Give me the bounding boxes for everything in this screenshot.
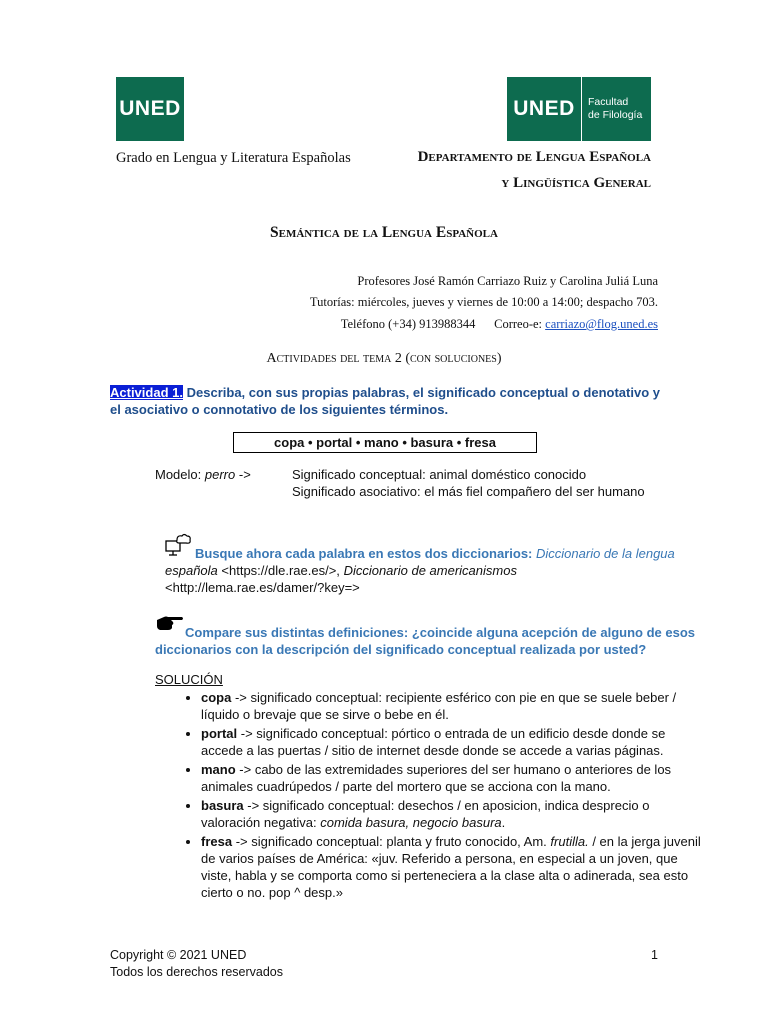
uned-logo-left bbox=[116, 77, 184, 141]
activity-label: Actividad 1. bbox=[110, 385, 183, 400]
model-associative: Significado asociativo: el más fiel compañero del ser humano bbox=[292, 484, 645, 499]
list-item: • basura -> significado conceptual: desechos / en aposicion, indica desprecio o valoración negativa: comida basura, negocio basura. bbox=[201, 797, 701, 831]
degree-name: Grado en Lengua y Literatura Españolas bbox=[116, 150, 351, 166]
footer-copyright: Copyright © 2021 UNED bbox=[110, 948, 247, 962]
activity-text: Describa, con sus propias palabras, el significado conceptual o denotativo y el asociativo o connotativo de los siguientes términos. bbox=[110, 385, 661, 417]
faculty-name: Facultad de Filología bbox=[588, 96, 643, 121]
footer-rights: Todos los derechos reservados bbox=[110, 965, 284, 979]
dictionaries-lead: Busque ahora cada palabra en estos dos diccionarios: bbox=[195, 546, 533, 561]
model-label: Modelo: perro -> bbox=[155, 467, 251, 482]
solution-label: SOLUCIÓN bbox=[155, 672, 223, 687]
uned-faculty-logo bbox=[507, 77, 651, 141]
dictionary-2-url: <http://lema.rae.es/damer/?key=> bbox=[165, 580, 360, 595]
list-item: • mano -> cabo de las extremidades superiores del ser humano o anteriores de los animales cuadrúpedos / parte del mortero que se acciona con la mano. bbox=[201, 761, 701, 795]
department-line-2: y Lingüística General bbox=[501, 175, 651, 191]
course-title: Semántica de la Lengua Española bbox=[270, 224, 498, 241]
uned-logo-text: UNED bbox=[119, 97, 181, 120]
terms-box: copa • portal • mano • basura • fresa bbox=[233, 432, 537, 453]
dictionary-1-url: <https://dle.rae.es/>, bbox=[221, 563, 340, 578]
professors: Profesores José Ramón Carriazo Ruiz y Carolina Juliá Luna bbox=[357, 274, 658, 288]
dictionaries-instruction bbox=[165, 545, 685, 596]
phone: Teléfono (+34) 913988344 bbox=[340, 317, 476, 331]
section-title: Actividades del tema 2 (con soluciones) bbox=[266, 351, 502, 366]
email-label: Correo-e: bbox=[494, 317, 543, 331]
dictionary-1-title: Diccionario de la lengua bbox=[536, 546, 675, 561]
list-item: • fresa -> significado conceptual: planta y fruto conocido, Am. frutilla. / en la jerga juvenil de varios países de América: «juv. Referido a persona, en especial a un joven, que viste, habla y se comporta como si perteneciera a la clase alta o adinerada, sea esto cierto o no. pop ^ desp.» bbox=[201, 833, 701, 901]
department-line-1: Departamento de Lengua Española bbox=[417, 149, 651, 165]
model-conceptual: Significado conceptual: animal doméstico conocido bbox=[292, 467, 587, 482]
dictionary-2-title: Diccionario de americanismos bbox=[343, 563, 517, 578]
page-number: 1 bbox=[651, 948, 658, 962]
activity-prompt bbox=[110, 384, 660, 418]
compare-instruction: Compare sus distintas definiciones: ¿coincide alguna acepción de alguno de esos diccionarios con la descripción del significado conceptual realizada por usted? bbox=[155, 625, 696, 657]
email-link[interactable]: carriazo@flog.uned.es bbox=[545, 317, 658, 331]
tutorials: Tutorías: miércoles, jueves y viernes de 10:00 a 14:00; despacho 703. bbox=[309, 295, 658, 309]
list-item: • portal -> significado conceptual: pórtico o entrada de un edificio desde donde se accede a las puertas / sitio de internet desde donde se accede a varias páginas. bbox=[201, 725, 701, 759]
model-word: perro bbox=[204, 467, 236, 482]
dictionary-1-title-end: española bbox=[165, 563, 218, 578]
contact-line bbox=[341, 317, 658, 332]
solution-list bbox=[155, 689, 701, 903]
list-item: • copa -> significado conceptual: recipiente esférico con pie en que se suele beber / líquido o brevaje que se sirve o bebe en él. bbox=[201, 689, 701, 723]
uned-logo-text: UNED bbox=[513, 97, 575, 120]
